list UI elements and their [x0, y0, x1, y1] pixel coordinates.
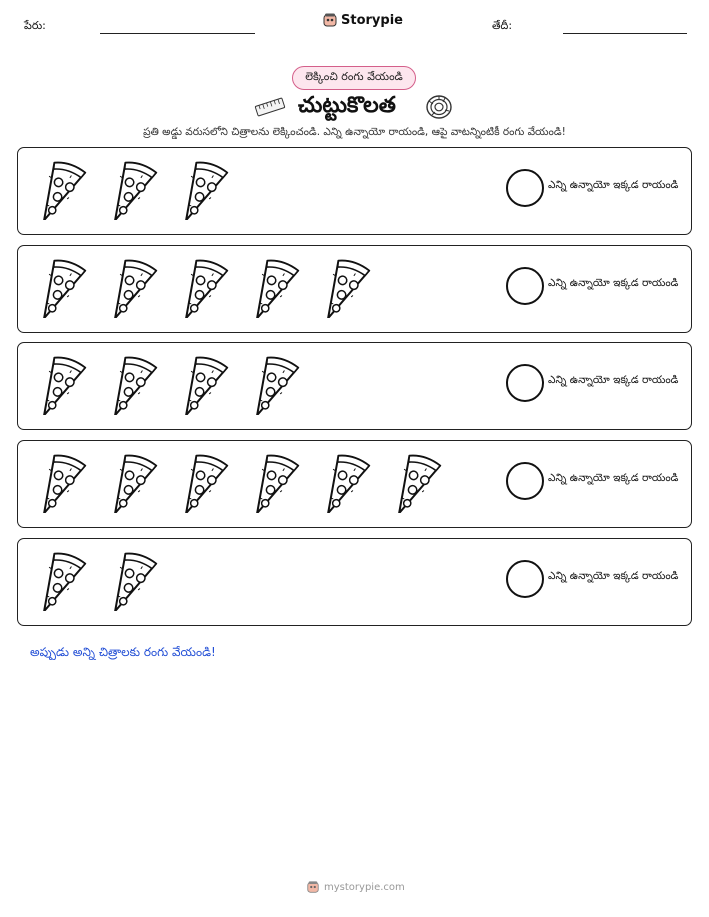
pizza-slice-icon[interactable] — [101, 256, 163, 318]
pizza-slice-icon[interactable] — [30, 158, 92, 220]
pizza-slice-icon[interactable] — [101, 353, 163, 415]
footer-note: అప్పుడు అన్ని చిత్రాలకు రంగు వేయండి! — [30, 645, 216, 659]
pizza-slice-icon[interactable] — [101, 158, 163, 220]
answer-circle[interactable] — [506, 169, 544, 207]
name-line[interactable] — [100, 33, 255, 34]
pizza-slice-icon[interactable] — [30, 549, 92, 611]
brand-name: Storypie — [341, 12, 403, 28]
date-line[interactable] — [563, 33, 687, 34]
pizza-slice-icon[interactable] — [172, 353, 234, 415]
pizza-slice-icon[interactable] — [243, 451, 305, 513]
pizza-slice-icon[interactable] — [101, 451, 163, 513]
pizza-slice-icon[interactable] — [30, 353, 92, 415]
site-footer — [306, 880, 405, 894]
pizza-slice-icon[interactable] — [30, 451, 92, 513]
count-row — [17, 440, 692, 528]
answer-hint: ఎన్ని ఉన్నాయో ఇక్కడ రాయండి — [548, 472, 679, 484]
answer-hint: ఎన్ని ఉన్నాయో ఇక్కడ రాయండి — [548, 179, 679, 191]
pizza-slice-icon[interactable] — [172, 158, 234, 220]
site-url: mystorypie.com — [324, 881, 405, 893]
answer-circle[interactable] — [506, 267, 544, 305]
count-row — [17, 245, 692, 333]
date-label: తేదీ: — [492, 19, 513, 32]
brand — [322, 12, 403, 28]
page-title: చుట్టుకొలత — [298, 93, 396, 118]
name-label: పేరు: — [24, 19, 46, 32]
pizza-slice-icon[interactable] — [172, 256, 234, 318]
pizza-slice-icon[interactable] — [243, 256, 305, 318]
count-row — [17, 147, 692, 235]
answer-hint: ఎన్ని ఉన్నాయో ఇక్కడ రాయండి — [548, 570, 679, 582]
answer-circle[interactable] — [506, 364, 544, 402]
pizza-slice-icon[interactable] — [243, 353, 305, 415]
answer-hint: ఎన్ని ఉన్నాయో ఇక్కడ రాయండి — [548, 277, 679, 289]
title-row — [0, 93, 709, 123]
count-row — [17, 538, 692, 626]
pizza-slice-icon[interactable] — [101, 549, 163, 611]
pizza-slice-icon[interactable] — [172, 451, 234, 513]
answer-circle[interactable] — [506, 462, 544, 500]
answer-hint: ఎన్ని ఉన్నాయో ఇక్కడ రాయండి — [548, 374, 679, 386]
activity-badge — [292, 66, 416, 90]
storypie-logo-icon — [306, 880, 320, 894]
count-row — [17, 342, 692, 430]
ruler-icon — [253, 95, 287, 119]
answer-circle[interactable] — [506, 560, 544, 598]
pizza-slice-icon[interactable] — [314, 451, 376, 513]
pizza-slice-icon[interactable] — [314, 256, 376, 318]
activity-badge-text: లెక్కించి రంగు వేయండి — [305, 70, 403, 83]
pizza-slice-icon[interactable] — [30, 256, 92, 318]
instructions: ప్రతి అడ్డు వరుసలోని చిత్రాలను లెక్కించండి. ఎన్ని ఉన్నాయో రాయండి, ఆపై వాటన్నింటికీ రంగు వేయండి! — [143, 126, 566, 138]
pizza-slice-icon[interactable] — [385, 451, 447, 513]
rope-coil-icon — [424, 93, 454, 121]
storypie-logo-icon — [322, 12, 338, 28]
